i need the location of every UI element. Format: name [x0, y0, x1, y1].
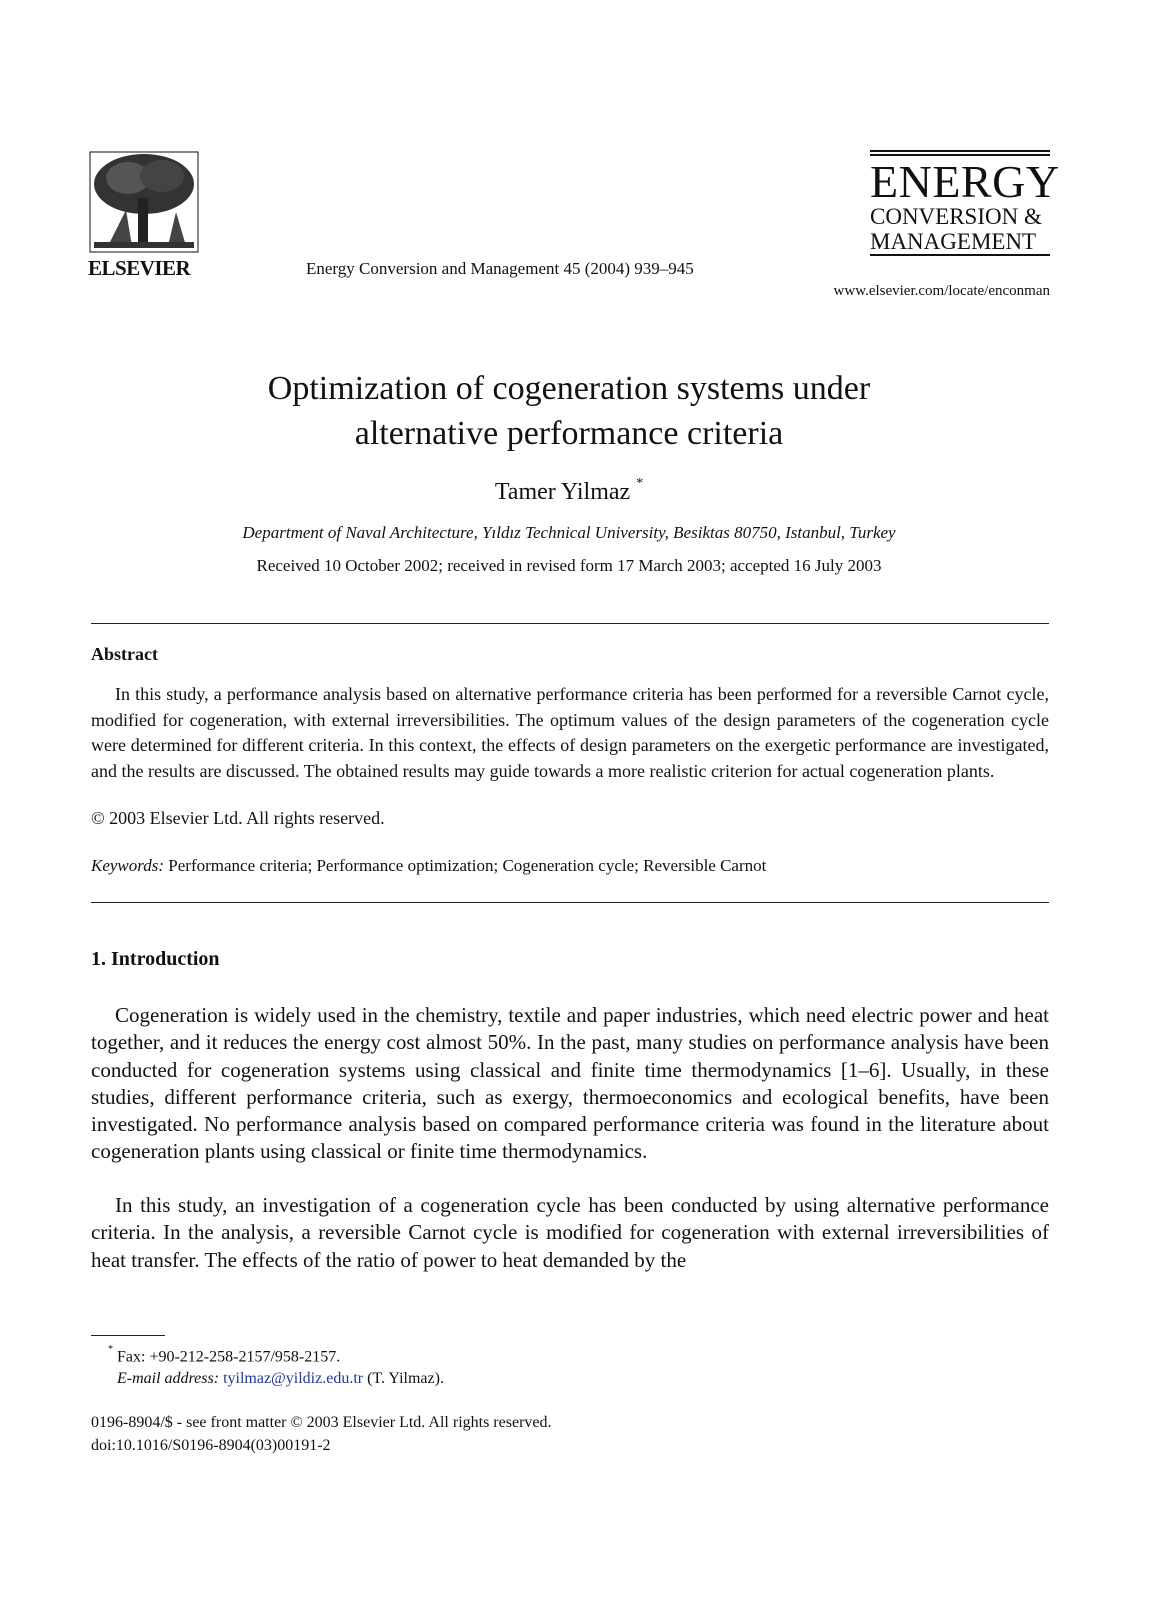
title-line: Optimization of cogeneration systems under — [267, 370, 871, 407]
footnote-mark: * — [108, 1344, 113, 1355]
footnote-rule — [91, 1335, 165, 1336]
footnote-email — [117, 1370, 444, 1388]
fax-text: Fax: +90-212-258-2157/958-2157. — [117, 1348, 341, 1366]
logo-word-energy: ENERGY — [870, 156, 1060, 207]
keywords-label: Keywords: — [91, 856, 165, 875]
journal-url[interactable]: www.elsevier.com/locate/enconman — [833, 283, 1050, 299]
divider — [91, 623, 1049, 624]
section-heading-introduction: 1. Introduction — [91, 948, 220, 970]
abstract-text: In this study, a performance analysis based on alternative performance criteria has been performed for a reversible Carnot cycle, modified for cogeneration, with external irreversibilities. The optimum values of the design parameters of the cogeneration cycle were determined for different criteria. In this context, the effects of design parameters on the exergetic performance are investigated, and the results are discussed. The obtained results may guide towards a more realistic criterion for actual cogeneration plants. — [91, 684, 1049, 781]
author-footnote-mark[interactable]: * — [636, 476, 644, 491]
keywords-text: Performance criteria; Performance optimization; Cogeneration cycle; Reversible Carnot — [168, 856, 767, 875]
paper-title — [86, 366, 1052, 456]
email-link[interactable]: tyilmaz@yildiz.edu.tr — [223, 1370, 364, 1387]
doi[interactable]: doi:10.1016/S0196-8904(03)00191-2 — [91, 1437, 331, 1454]
abstract-copyright: © 2003 Elsevier Ltd. All rights reserved. — [91, 808, 385, 828]
email-suffix: (T. Yilmaz). — [367, 1370, 444, 1387]
logo-word-management: MANAGEMENT — [870, 229, 1037, 254]
intro-paragraph: Cogeneration is widely used in the chemistry, textile and paper industries, which need electric power and heat together, and it reduces the energy cost almost 50%. In the past, many studies on performance analysis have been conducted for cogeneration systems using classical and finite time thermodynamics [1–6]. Usually, in these studies, different performance criteria, such as exergy, thermoeconomics and ecological benefits, have been investigated. No performance analysis based on compared performance criteria was found in the literature about cogeneration plants using classical or finite time thermodynamics. — [91, 1003, 1049, 1164]
journal-citation: Energy Conversion and Management 45 (2004) 939–945 — [306, 259, 694, 278]
history-dates: Received 10 October 2002; received in revised form 17 March 2003; accepted 16 July 2003 — [256, 556, 882, 575]
author-name: Tamer Yilmaz — [494, 479, 631, 505]
keywords — [91, 856, 766, 876]
logo-word-conversion: CONVERSION & — [870, 204, 1042, 229]
intro-paragraph: In this study, an investigation of a cogeneration cycle has been conducted by using alternative performance criteria. In the analysis, a reversible Carnot cycle is modified for cogeneration with external irreversibilities of heat transfer. The effects of the ratio of power to heat demanded by the — [91, 1193, 1049, 1272]
divider — [91, 902, 1049, 903]
journal-logo — [870, 150, 1060, 258]
logo-rule — [870, 150, 1050, 152]
title-line: alternative performance criteria — [354, 415, 784, 452]
front-matter: 0196-8904/$ - see front matter © 2003 Elsevier Ltd. All rights reserved. — [91, 1414, 552, 1431]
footnote-fax — [108, 1344, 341, 1366]
email-label: E-mail address: — [117, 1370, 220, 1387]
publisher-name: ELSEVIER — [88, 256, 191, 280]
author — [86, 476, 1052, 506]
tree-emblem-icon — [88, 150, 206, 254]
logo-rule — [870, 254, 1050, 256]
affiliation: Department of Naval Architecture, Yıldız Technical University, Besiktas 80750, Istanbul, Turkey — [242, 523, 896, 542]
abstract-heading: Abstract — [91, 644, 158, 664]
